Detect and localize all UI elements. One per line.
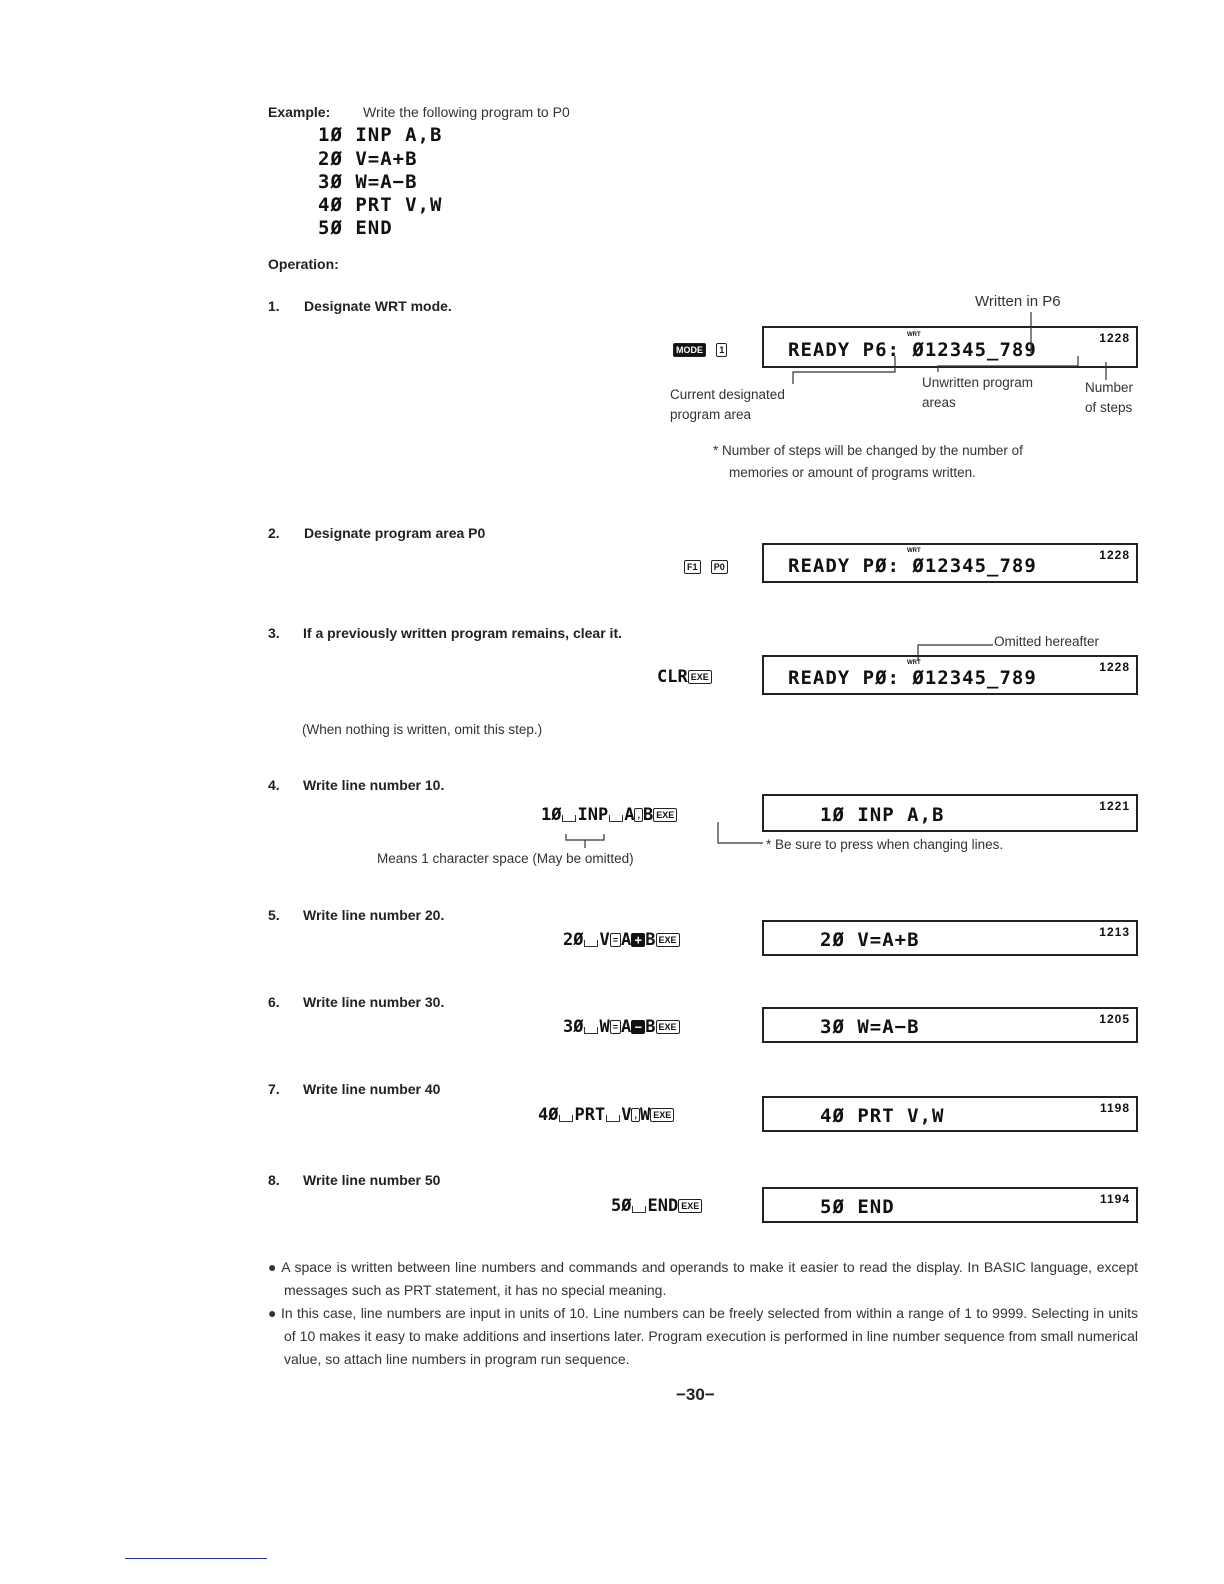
display-steps: 1213 bbox=[1099, 925, 1130, 939]
footer-rule bbox=[125, 1558, 267, 1559]
display-text: READY P6: Ø12345_789 bbox=[788, 339, 1037, 361]
key-text: B bbox=[645, 930, 656, 950]
f1-key-icon: F1 bbox=[684, 560, 701, 574]
key-text: A bbox=[624, 805, 635, 825]
equals-key-icon: = bbox=[610, 1020, 621, 1034]
display-steps: 1194 bbox=[1099, 1192, 1130, 1206]
space-annotation: Means 1 character space (May be omitted) bbox=[377, 851, 634, 866]
exe-key-icon: EXE bbox=[653, 808, 677, 822]
step-number: 4. bbox=[268, 777, 280, 793]
step-number: 8. bbox=[268, 1172, 280, 1188]
omit-step-note: (When nothing is written, omit this step.) bbox=[302, 722, 543, 737]
display-text: 3Ø W=A−B bbox=[820, 1016, 920, 1038]
step-title: Write line number 10. bbox=[303, 777, 445, 793]
key-text: V bbox=[621, 1105, 632, 1125]
wrt-indicator: WRT bbox=[907, 660, 921, 666]
exe-key-icon: EXE bbox=[688, 670, 712, 684]
step-title: Designate WRT mode. bbox=[304, 298, 452, 314]
steps-footnote: * Number of steps will be changed by the number of bbox=[713, 443, 1023, 458]
key-text: W bbox=[599, 1017, 610, 1037]
program-line: 2Ø V=A+B bbox=[318, 148, 418, 170]
step-title: Write line number 30. bbox=[303, 994, 445, 1010]
wrt-indicator: WRT bbox=[907, 332, 921, 338]
comma-key-icon: , bbox=[631, 1108, 640, 1122]
exe-key-icon: EXE bbox=[650, 1108, 674, 1122]
mode-key-icon: MODE bbox=[673, 343, 706, 357]
operation-label: Operation: bbox=[268, 256, 339, 272]
key-text: CLR bbox=[657, 667, 688, 687]
steps-footnote: memories or amount of programs written. bbox=[729, 465, 976, 480]
key-text: V bbox=[599, 930, 610, 950]
minus-key-icon: − bbox=[631, 1020, 645, 1034]
step-title: Write line number 40 bbox=[303, 1081, 441, 1097]
step-number: 3. bbox=[268, 625, 280, 641]
step-title: If a previously written program remains, clear it. bbox=[303, 625, 622, 641]
display-steps: 1228 bbox=[1099, 331, 1130, 345]
press-exe-annotation: * Be sure to press when changing lines. bbox=[766, 837, 1004, 852]
key-text: B bbox=[642, 805, 654, 825]
bullet-text: A space is written between line numbers and commands and operands to make it easier to read the display. In BASIC language, except messages such as PRT statement, it has no special meaning. bbox=[281, 1259, 1139, 1298]
step-title: Write line number 20. bbox=[303, 907, 445, 923]
display-text: 4Ø PRT V,W bbox=[820, 1105, 945, 1127]
program-line: 3Ø W=A−B bbox=[318, 171, 418, 193]
wrt-indicator: WRT bbox=[907, 548, 921, 554]
comma-key-icon: , bbox=[634, 808, 643, 822]
key-text: PRT bbox=[574, 1105, 606, 1125]
unwritten-annotation: Unwritten program bbox=[922, 375, 1034, 390]
current-area-annotation: Current designated bbox=[670, 387, 785, 402]
exe-key-icon: EXE bbox=[678, 1199, 702, 1213]
display-text: READY PØ: Ø12345_789 bbox=[788, 555, 1037, 577]
unwritten-annotation: areas bbox=[922, 395, 956, 410]
page-number: −30− bbox=[676, 1385, 715, 1404]
example-label: Example: bbox=[268, 104, 331, 120]
step-number: 2. bbox=[268, 525, 280, 541]
omitted-annotation: Omitted hereafter bbox=[994, 634, 1100, 649]
display-text: READY PØ: Ø12345_789 bbox=[788, 667, 1037, 689]
bullet-item: ● In this case, line numbers are input in units of 10. Line numbers can be freely selected from within a range of 1 to 9999. Selecting in units of 10 makes it easy to make additions and insertions later. Program execution is performed in line number sequence from small numerical value, so attach line numbers in program run sequence. bbox=[268, 1305, 1138, 1367]
display-text: 2Ø V=A+B bbox=[820, 929, 920, 951]
exe-key-icon: EXE bbox=[656, 933, 680, 947]
step-number: 7. bbox=[268, 1081, 280, 1097]
key-text: A bbox=[621, 930, 632, 950]
p0-key-icon: P0 bbox=[711, 560, 728, 574]
bullet-text: In this case, line numbers are input in units of 10. Line numbers can be freely selected from within a range of 1 to 9999. Selecting in units of 10 makes it easy to make additions and insertions later. Program execution is performed in line number sequence from small numerical value, so attach line numbers in program run sequence. bbox=[281, 1305, 1138, 1367]
exe-key-icon: EXE bbox=[656, 1020, 680, 1034]
key-text: W bbox=[639, 1105, 651, 1125]
display-steps: 1221 bbox=[1099, 799, 1130, 813]
step-number: 6. bbox=[268, 994, 280, 1010]
display-text: 5Ø END bbox=[820, 1196, 895, 1218]
example-text: Write the following program to P0 bbox=[363, 104, 570, 120]
bullet-item: ● A space is written between line numbers and commands and operands to make it easier to read the display. In BASIC language, except messages such as PRT statement, it has no special meaning. bbox=[268, 1259, 1139, 1298]
program-line: 4Ø PRT V,W bbox=[318, 194, 443, 216]
step-number: 5. bbox=[268, 907, 280, 923]
current-area-annotation: program area bbox=[670, 407, 752, 422]
key-text: B bbox=[645, 1017, 656, 1037]
display-steps: 1205 bbox=[1099, 1012, 1130, 1026]
key-text: 3Ø bbox=[563, 1017, 584, 1037]
bullet-notes bbox=[268, 1256, 1138, 1371]
key-text: 1Ø bbox=[541, 805, 562, 825]
step-title: Write line number 50 bbox=[303, 1172, 441, 1188]
program-line: 1Ø INP A,B bbox=[318, 124, 443, 146]
key-text: 4Ø bbox=[538, 1105, 559, 1125]
key-text: 5Ø bbox=[611, 1196, 632, 1216]
key-text: END bbox=[647, 1196, 679, 1216]
plus-key-icon: + bbox=[631, 933, 645, 947]
number-key-icon: 1 bbox=[716, 343, 727, 357]
key-text: INP bbox=[577, 805, 609, 825]
display-steps: 1228 bbox=[1099, 660, 1130, 674]
display-steps: 1228 bbox=[1099, 548, 1130, 562]
key-text: 2Ø bbox=[563, 930, 584, 950]
display-steps: 1198 bbox=[1099, 1101, 1130, 1115]
key-text: A bbox=[621, 1017, 632, 1037]
step-number: 1. bbox=[268, 298, 280, 314]
program-line: 5Ø END bbox=[318, 217, 393, 239]
equals-key-icon: = bbox=[610, 933, 621, 947]
display-text: 1Ø INP A,B bbox=[820, 804, 945, 826]
step-title: Designate program area P0 bbox=[304, 525, 486, 541]
number-of-steps-annotation: of steps bbox=[1085, 400, 1133, 415]
number-of-steps-annotation: Number bbox=[1085, 380, 1134, 395]
written-in-p6-annotation: Written in P6 bbox=[975, 293, 1061, 310]
